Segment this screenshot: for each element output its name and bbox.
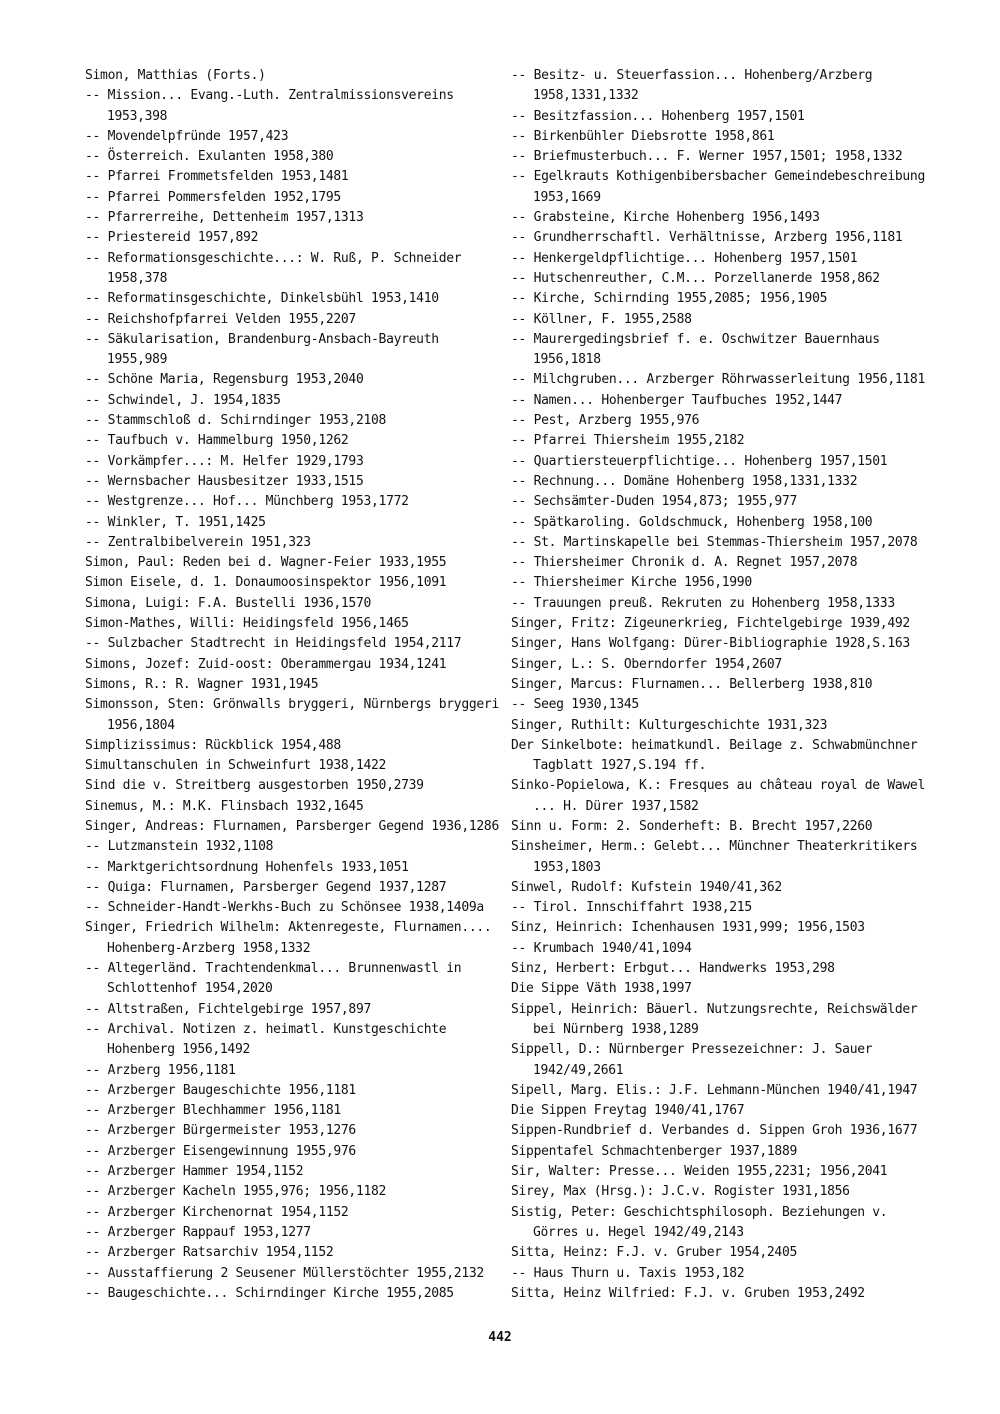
index-entry bbox=[511, 1284, 931, 1304]
index-entry bbox=[85, 289, 500, 309]
entry-text: Sinemus, M.: M.K. Flinsbach 1932,1645 bbox=[85, 798, 364, 814]
entry-text: -- Hutschenreuther, C.M... Porzellanerde 1958,862 bbox=[511, 270, 880, 286]
index-entry bbox=[511, 1182, 931, 1202]
index-entry bbox=[85, 797, 500, 817]
index-entry bbox=[511, 391, 931, 411]
entry-text: Sitta, Heinz: F.J. v. Gruber 1954,2405 bbox=[511, 1245, 798, 1261]
index-entry bbox=[511, 736, 931, 777]
entry-continuation: 1953,398 bbox=[107, 108, 168, 124]
index-entry bbox=[85, 1101, 500, 1121]
index-entry bbox=[511, 553, 931, 573]
entry-text: Sinko-Popielowa, K.: Fresques au château royal de Wawel bbox=[511, 778, 925, 794]
entry-text: Simons, Jozef: Zuid-oost: Oberammergau 1934,1241 bbox=[85, 656, 447, 672]
entry-text: -- Maurergedingsbrief f. e. Oschwitzer Bauernhaus bbox=[511, 331, 880, 347]
entry-text: -- Besitzfassion... Hohenberg 1957,1501 bbox=[511, 108, 805, 124]
entry-text: -- Quartiersteuerpflichtige... Hohenberg 1957,1501 bbox=[511, 453, 888, 469]
entry-text: -- Thiersheimer Chronik d. A. Regnet 1957,2078 bbox=[511, 555, 858, 571]
index-entry bbox=[511, 817, 931, 837]
index-entry bbox=[511, 675, 931, 695]
index-entry bbox=[85, 1243, 500, 1263]
index-entry bbox=[85, 1264, 500, 1284]
index-entry bbox=[85, 127, 500, 147]
index-entry bbox=[511, 147, 931, 167]
entry-text: -- St. Martinskapelle bei Stemmas-Thiersheim 1957,2078 bbox=[511, 534, 918, 550]
entry-text: Singer, Hans Wolfgang: Dürer-Bibliographie 1928,S.163 bbox=[511, 636, 910, 652]
index-entry bbox=[85, 452, 500, 472]
index-entry bbox=[85, 228, 500, 248]
entry-text: -- Pfarrei Thiersheim 1955,2182 bbox=[511, 433, 745, 449]
index-entry bbox=[511, 1101, 931, 1121]
entry-text: -- Arzberger Kacheln 1955,976; 1956,1182 bbox=[85, 1184, 387, 1200]
index-entry bbox=[85, 310, 500, 330]
index-entry bbox=[85, 86, 500, 127]
index-entry bbox=[511, 513, 931, 533]
entry-text: -- Arzberg 1956,1181 bbox=[85, 1062, 236, 1078]
entry-text: Sipell, Marg. Elis.: J.F. Lehmann-München 1940/41,1947 bbox=[511, 1082, 918, 1098]
index-entry bbox=[85, 513, 500, 533]
index-entry bbox=[511, 716, 931, 736]
entry-continuation: Hohenberg-Arzberg 1958,1332 bbox=[107, 940, 311, 956]
entry-text: -- Marktgerichtsordnung Hohenfels 1933,1051 bbox=[85, 859, 409, 875]
entry-text: -- Arzberger Bürgermeister 1953,1276 bbox=[85, 1123, 356, 1139]
index-entry bbox=[85, 1182, 500, 1202]
entry-text: Sir, Walter: Presse... Weiden 1955,2231; 1956,2041 bbox=[511, 1164, 888, 1180]
index-entry bbox=[85, 837, 500, 857]
entry-continuation: 1958,1331,1332 bbox=[533, 88, 639, 104]
index-entry bbox=[511, 898, 931, 918]
entry-text: -- Zentralbibelverein 1951,323 bbox=[85, 534, 311, 550]
index-entry bbox=[85, 147, 500, 167]
index-entry bbox=[85, 573, 500, 593]
index-entry bbox=[511, 634, 931, 654]
entry-continuation: 1958,378 bbox=[107, 270, 168, 286]
entry-text: -- Arzberger Eisengewinnung 1955,976 bbox=[85, 1143, 356, 1159]
entry-text: -- Arzberger Blechhammer 1956,1181 bbox=[85, 1103, 341, 1119]
index-entry bbox=[85, 1081, 500, 1101]
index-entry bbox=[85, 431, 500, 451]
index-entry bbox=[85, 188, 500, 208]
index-entry bbox=[85, 1203, 500, 1223]
entry-text: Die Sippe Väth 1938,1997 bbox=[511, 981, 692, 997]
index-entry bbox=[511, 370, 931, 390]
index-entry bbox=[85, 553, 500, 573]
index-entry bbox=[511, 1000, 931, 1041]
index-entry bbox=[85, 370, 500, 390]
entry-text: -- Grabsteine, Kirche Hohenberg 1956,1493 bbox=[511, 210, 820, 226]
entry-text: -- Mission... Evang.-Luth. Zentralmissionsvereins bbox=[85, 88, 454, 104]
index-entry bbox=[511, 472, 931, 492]
entry-text: Sippel, Heinrich: Bäuerl. Nutzungsrechte, Reichswälder bbox=[511, 1001, 918, 1017]
entry-continuation: 1953,1803 bbox=[533, 859, 601, 875]
index-entry bbox=[85, 756, 500, 776]
entry-text: -- Reformatinsgeschichte, Dinkelsbühl 1953,1410 bbox=[85, 291, 439, 307]
entry-text: -- Reformationsgeschichte...: W. Ruß, P. Schneider bbox=[85, 250, 462, 266]
index-entry bbox=[85, 878, 500, 898]
entry-text: -- Säkularisation, Brandenburg-Ansbach-Bayreuth bbox=[85, 331, 439, 347]
index-entry bbox=[85, 817, 500, 837]
entry-text: -- Wernsbacher Hausbesitzer 1933,1515 bbox=[85, 473, 364, 489]
index-entry bbox=[85, 1061, 500, 1081]
index-entry bbox=[511, 1121, 931, 1141]
index-entry bbox=[511, 533, 931, 553]
index-entry bbox=[511, 1081, 931, 1101]
index-entry bbox=[85, 1142, 500, 1162]
entry-text: -- Grundherrschaftl. Verhältnisse, Arzberg 1956,1181 bbox=[511, 230, 903, 246]
index-entry bbox=[85, 472, 500, 492]
index-entry bbox=[85, 208, 500, 228]
entry-text: -- Tirol. Innschiffahrt 1938,215 bbox=[511, 900, 752, 916]
entry-text: -- Krumbach 1940/41,1094 bbox=[511, 940, 692, 956]
entry-text: Singer, Andreas: Flurnamen, Parsberger Gegend 1936,1286 bbox=[85, 818, 499, 834]
index-entry bbox=[85, 411, 500, 431]
entry-text: -- Thiersheimer Kirche 1956,1990 bbox=[511, 575, 752, 591]
entry-text: -- Arzberger Baugeschichte 1956,1181 bbox=[85, 1082, 356, 1098]
entry-text: Sinwel, Rudolf: Kufstein 1940/41,362 bbox=[511, 879, 782, 895]
index-entry bbox=[511, 695, 931, 715]
entry-continuation: Hohenberg 1956,1492 bbox=[107, 1042, 251, 1058]
index-entry bbox=[85, 249, 500, 290]
entry-continuation: 1956,1804 bbox=[107, 717, 175, 733]
index-entry bbox=[511, 208, 931, 228]
entry-text: -- Schöne Maria, Regensburg 1953,2040 bbox=[85, 372, 364, 388]
entry-text: Sippell, D.: Nürnberger Pressezeichner: J. Sauer bbox=[511, 1042, 873, 1058]
index-entry bbox=[85, 1121, 500, 1141]
index-entry bbox=[85, 634, 500, 654]
entry-text: -- Altegerländ. Trachtendenkmal... Brunnenwastl in bbox=[85, 961, 462, 977]
entry-text: -- Ausstaffierung 2 Seusener Müllerstöchter 1955,2132 bbox=[85, 1265, 484, 1281]
entry-text: Sirey, Max (Hrsg.): J.C.v. Rogister 1931,1856 bbox=[511, 1184, 850, 1200]
entry-text: -- Sulzbacher Stadtrecht in Heidingsfeld 1954,2117 bbox=[85, 636, 462, 652]
index-entry bbox=[85, 492, 500, 512]
index-entry bbox=[511, 249, 931, 269]
entry-text: -- Birkenbühler Diebsrotte 1958,861 bbox=[511, 128, 775, 144]
entry-text: -- Henkergeldpflichtige... Hohenberg 1957,1501 bbox=[511, 250, 858, 266]
index-entry bbox=[85, 167, 500, 187]
index-entry bbox=[85, 1284, 500, 1304]
index-entry bbox=[511, 979, 931, 999]
entry-text: -- Movendelpfründe 1957,423 bbox=[85, 128, 289, 144]
index-entry bbox=[85, 391, 500, 411]
index-entry bbox=[511, 310, 931, 330]
index-entry bbox=[85, 695, 500, 736]
index-entry bbox=[511, 1203, 931, 1244]
index-entry bbox=[511, 939, 931, 959]
entry-text: -- Arzberger Kirchenornat 1954,1152 bbox=[85, 1204, 349, 1220]
entry-text: -- Egelkrauts Kothigenbibersbacher Gemeindebeschreibung bbox=[511, 169, 925, 185]
index-entry bbox=[511, 452, 931, 472]
index-entry bbox=[85, 1020, 500, 1061]
entry-continuation: 1956,1818 bbox=[533, 352, 601, 368]
entry-continuation: ... H. Dürer 1937,1582 bbox=[533, 798, 699, 814]
index-entry bbox=[85, 330, 500, 371]
index-entry bbox=[511, 411, 931, 431]
index-entry bbox=[511, 1040, 931, 1081]
index-entry bbox=[85, 594, 500, 614]
entry-text: -- Namen... Hohenberger Taufbuches 1952,1447 bbox=[511, 392, 843, 408]
index-entry bbox=[511, 127, 931, 147]
entry-text: -- Baugeschichte... Schirndinger Kirche 1955,2085 bbox=[85, 1285, 454, 1301]
entry-text: Singer, Ruthilt: Kulturgeschichte 1931,323 bbox=[511, 717, 828, 733]
entry-text: Sippentafel Schmachtenberger 1937,1889 bbox=[511, 1143, 798, 1159]
index-entry bbox=[511, 837, 931, 878]
index-entry bbox=[511, 594, 931, 614]
index-entry bbox=[85, 533, 500, 553]
entry-text: -- Reichshofpfarrei Velden 1955,2207 bbox=[85, 311, 356, 327]
entry-text: -- Winkler, T. 1951,1425 bbox=[85, 514, 266, 530]
index-entry bbox=[511, 228, 931, 248]
entry-text: Simon-Mathes, Willi: Heidingsfeld 1956,1465 bbox=[85, 616, 409, 632]
index-entry bbox=[511, 655, 931, 675]
index-entry bbox=[511, 289, 931, 309]
entry-text: Simplizissimus: Rückblick 1954,488 bbox=[85, 737, 341, 753]
entry-text: Singer, Friedrich Wilhelm: Aktenregeste, Flurnamen.... bbox=[85, 920, 492, 936]
index-column-right bbox=[511, 66, 931, 1304]
index-entry bbox=[85, 776, 500, 796]
entry-text: Singer, L.: S. Oberndorfer 1954,2607 bbox=[511, 656, 782, 672]
page-number: 442 bbox=[488, 1330, 512, 1345]
entry-text: -- Briefmusterbuch... F. Werner 1957,1501; 1958,1332 bbox=[511, 149, 903, 165]
entry-text: -- Taufbuch v. Hammelburg 1950,1262 bbox=[85, 433, 349, 449]
index-entry bbox=[85, 1223, 500, 1243]
index-entry bbox=[511, 776, 931, 817]
entry-text: -- Pfarrei Pommersfelden 1952,1795 bbox=[85, 189, 341, 205]
entry-text: -- Spätkaroling. Goldschmuck, Hohenberg 1958,100 bbox=[511, 514, 873, 530]
entry-continuation: 1953,1669 bbox=[533, 189, 601, 205]
entry-text: -- Milchgruben... Arzberger Röhrwasserleitung 1956,1181 bbox=[511, 372, 925, 388]
index-entry bbox=[511, 878, 931, 898]
entry-text: -- Pest, Arzberg 1955,976 bbox=[511, 413, 700, 429]
entry-text: Simons, R.: R. Wagner 1931,1945 bbox=[85, 676, 319, 692]
entry-text: -- Seeg 1930,1345 bbox=[511, 697, 639, 713]
entry-text: -- Lutzmanstein 1932,1108 bbox=[85, 839, 274, 855]
entry-continuation: Tagblatt 1927,S.194 ff. bbox=[533, 758, 707, 774]
entry-text: -- Priestereid 1957,892 bbox=[85, 230, 259, 246]
entry-text: -- Archival. Notizen z. heimatl. Kunstgeschichte bbox=[85, 1021, 447, 1037]
entry-text: -- Arzberger Ratsarchiv 1954,1152 bbox=[85, 1245, 334, 1261]
index-entry bbox=[511, 66, 931, 107]
index-entry bbox=[85, 675, 500, 695]
entry-text: Simon Eisele, d. 1. Donaumoosinspektor 1956,1091 bbox=[85, 575, 447, 591]
index-entry bbox=[85, 655, 500, 675]
entry-text: Sind die v. Streitberg ausgestorben 1950,2739 bbox=[85, 778, 424, 794]
index-entry bbox=[85, 898, 500, 918]
index-entry bbox=[511, 167, 931, 208]
entry-text: Sinz, Heinrich: Ichenhausen 1931,999; 1956,1503 bbox=[511, 920, 865, 936]
index-entry bbox=[511, 573, 931, 593]
entry-text: -- Besitz- u. Steuerfassion... Hohenberg/Arzberg bbox=[511, 68, 873, 83]
entry-text: -- Schwindel, J. 1954,1835 bbox=[85, 392, 281, 408]
entry-text: -- Quiga: Flurnamen, Parsberger Gegend 1937,1287 bbox=[85, 879, 447, 895]
index-entry bbox=[511, 269, 931, 289]
entry-text: Sinsheimer, Herm.: Gelebt... Münchner Theaterkritikers bbox=[511, 839, 918, 855]
index-entry bbox=[85, 66, 500, 86]
index-entry bbox=[85, 614, 500, 634]
index-entry bbox=[511, 959, 931, 979]
index-entry bbox=[511, 1243, 931, 1263]
index-entry bbox=[85, 959, 500, 1000]
entry-continuation: 1942/49,2661 bbox=[533, 1062, 624, 1078]
index-entry bbox=[511, 1142, 931, 1162]
index-entry bbox=[85, 736, 500, 756]
entry-text: -- Pfarrei Frommetsfelden 1953,1481 bbox=[85, 169, 349, 185]
index-entry bbox=[511, 918, 931, 938]
entry-text: Sistig, Peter: Geschichtsphilosoph. Beziehungen v. bbox=[511, 1204, 888, 1220]
entry-text: -- Sechsämter-Duden 1954,873; 1955,977 bbox=[511, 494, 798, 510]
entry-text: -- Altstraßen, Fichtelgebirge 1957,897 bbox=[85, 1001, 372, 1017]
entry-text: Singer, Marcus: Flurnamen... Bellerberg 1938,810 bbox=[511, 676, 873, 692]
entry-text: Sinn u. Form: 2. Sonderheft: B. Brecht 1957,2260 bbox=[511, 818, 873, 834]
entry-text: -- Arzberger Rappauf 1953,1277 bbox=[85, 1224, 311, 1240]
entry-text: -- Westgrenze... Hof... Münchberg 1953,1772 bbox=[85, 494, 409, 510]
entry-continuation: 1955,989 bbox=[107, 352, 168, 368]
index-entry bbox=[85, 1162, 500, 1182]
entry-text: -- Trauungen preuß. Rekruten zu Hohenberg 1958,1333 bbox=[511, 595, 895, 611]
index-entry bbox=[511, 492, 931, 512]
entry-text: Simona, Luigi: F.A. Bustelli 1936,1570 bbox=[85, 595, 372, 611]
index-entry bbox=[511, 431, 931, 451]
entry-continuation: Schlottenhof 1954,2020 bbox=[107, 981, 273, 997]
entry-text: -- Pfarrerreihe, Dettenheim 1957,1313 bbox=[85, 210, 364, 226]
entry-text: -- Arzberger Hammer 1954,1152 bbox=[85, 1164, 304, 1180]
index-entry bbox=[511, 1162, 931, 1182]
entry-text: -- Vorkämpfer...: M. Helfer 1929,1793 bbox=[85, 453, 364, 469]
index-entry bbox=[511, 330, 931, 371]
entry-text: Simonsson, Sten: Grönwalls bryggeri, Nürnbergs bryggeri bbox=[85, 697, 499, 713]
entry-text: -- Schneider-Handt-Werkhs-Buch zu Schönsee 1938,1409a bbox=[85, 900, 484, 916]
entry-text: Singer, Fritz: Zigeunerkrieg, Fichtelgebirge 1939,492 bbox=[511, 616, 910, 632]
entry-text: -- Österreich. Exulanten 1958,380 bbox=[85, 149, 334, 165]
index-entry bbox=[511, 614, 931, 634]
entry-continuation: bei Nürnberg 1938,1289 bbox=[533, 1021, 699, 1037]
entry-text: Sitta, Heinz Wilfried: F.J. v. Gruben 1953,2492 bbox=[511, 1285, 865, 1301]
index-entry bbox=[511, 1264, 931, 1284]
index-entry bbox=[85, 1000, 500, 1020]
entry-text: Simultanschulen in Schweinfurt 1938,1422 bbox=[85, 758, 387, 774]
entry-text: -- Kirche, Schirnding 1955,2085; 1956,1905 bbox=[511, 291, 828, 307]
entry-text: Der Sinkelbote: heimatkundl. Beilage z. Schwabmünchner bbox=[511, 737, 918, 753]
entry-text: Sippen-Rundbrief d. Verbandes d. Sippen Groh 1936,1677 bbox=[511, 1123, 918, 1139]
index-entry bbox=[85, 858, 500, 878]
index-entry bbox=[511, 107, 931, 127]
entry-text: Simon, Matthias (Forts.) bbox=[85, 68, 266, 83]
entry-continuation: Görres u. Hegel 1942/49,2143 bbox=[533, 1224, 744, 1240]
entry-text: -- Haus Thurn u. Taxis 1953,182 bbox=[511, 1265, 745, 1281]
entry-text: Sinz, Herbert: Erbgut... Handwerks 1953,298 bbox=[511, 961, 835, 977]
index-entry bbox=[85, 918, 500, 959]
entry-text: -- Köllner, F. 1955,2588 bbox=[511, 311, 692, 327]
index-column-left bbox=[85, 66, 500, 1304]
entry-text: -- Stammschloß d. Schirndinger 1953,2108 bbox=[85, 413, 387, 429]
entry-text: Simon, Paul: Reden bei d. Wagner-Feier 1933,1955 bbox=[85, 555, 447, 571]
entry-text: Die Sippen Freytag 1940/41,1767 bbox=[511, 1103, 745, 1119]
entry-text: -- Rechnung... Domäne Hohenberg 1958,1331,1332 bbox=[511, 473, 858, 489]
